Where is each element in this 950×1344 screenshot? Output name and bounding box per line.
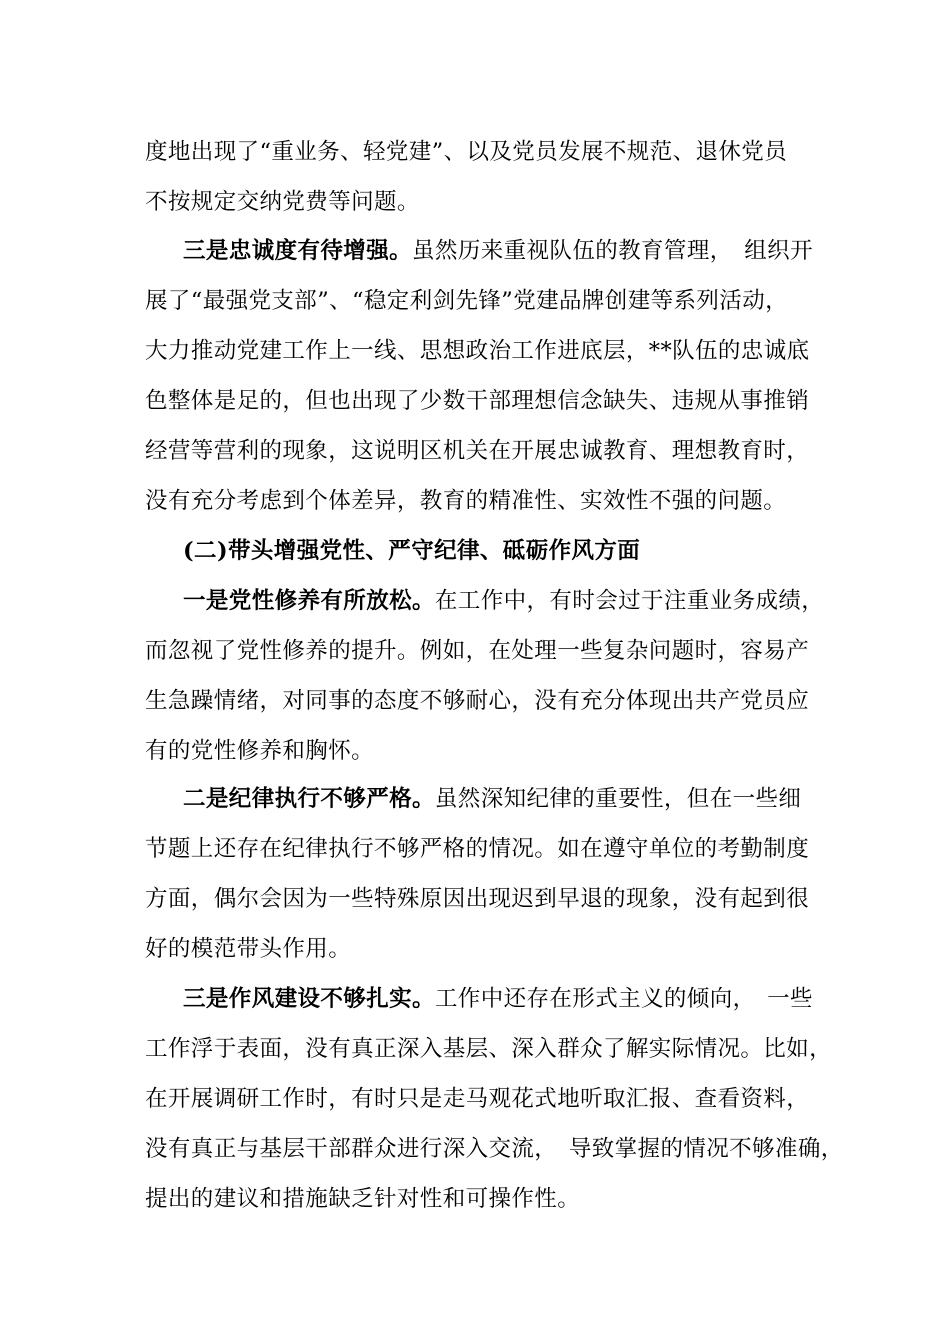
paragraph-3-line-2: 而忽视了党性修养的提升。例如，在处理一些复杂问题时，容易产 [145, 638, 810, 664]
section-heading: (二)带头增强党性、严守纪律、砥砺作风方面 [183, 538, 641, 564]
paragraph-4-line-3: 方面，偶尔会因为一些特殊原因出现迟到早退的现象，没有起到很 [145, 886, 810, 912]
paragraph-4-lead: 二是纪律执行不够严格。 [183, 786, 435, 812]
paragraph-3-lead: 一是党性修养有所放松。 [183, 588, 435, 614]
paragraph-5-lead: 三是作风建设不够扎实。 [183, 986, 435, 1012]
paragraph-2-line-1 [183, 236, 813, 266]
paragraph-5-line-5: 提出的建议和措施缺乏针对性和可操作性。 [145, 1186, 581, 1212]
paragraph-3-line-3: 生急躁情绪，对同事的态度不够耐心，没有充分体现出共产党员应 [145, 688, 810, 714]
paragraph-5-line-2: 工作浮于表面，没有真正深入基层、深入群众了解实际情况。比如， [145, 1036, 833, 1062]
paragraph-1-line-2: 不按规定交纳党费等问题。 [145, 189, 420, 215]
paragraph-4-line-4: 好的模范带头作用。 [145, 936, 352, 962]
paragraph-5-line-3: 在开展调研工作时，有时只是走马观花式地听取汇报、查看资料， [145, 1086, 810, 1112]
paragraph-2-line-5: 经营等营利的现象，这说明区机关在开展忠诚教育、理想教育时， [145, 438, 810, 464]
paragraph-4-line-1-text: 虽然深知纪律的重要性，但在一些细 [434, 786, 802, 812]
paragraph-2-line-2: 展了“最强党支部”、“稳定利剑先锋”党建品牌创建等系列活动， [145, 288, 789, 314]
paragraph-2-line-1-text: 虽然历来重视队伍的教育管理， 组织开 [412, 238, 813, 264]
paragraph-3-line-4: 有的党性修养和胸怀。 [145, 738, 375, 764]
paragraph-3-line-1-text: 在工作中，有时会过于注重业务成绩， [434, 588, 825, 614]
paragraph-5-line-4: 没有真正与基层干部群众进行深入交流， 导致掌握的情况不够准确， [145, 1136, 844, 1162]
paragraph-2-lead: 三是忠诚度有待增强。 [183, 238, 413, 264]
paragraph-4-line-2: 节题上还存在纪律执行不够严格的情况。如在遵守单位的考勤制度 [145, 836, 810, 862]
paragraph-2-line-3: 大力推动党建工作上一线、思想政治工作进底层，**队伍的忠诚底 [145, 338, 810, 364]
paragraph-5-line-1 [183, 984, 813, 1014]
paragraph-3-line-1 [183, 586, 824, 616]
paragraph-5-line-1-text: 工作中还存在形式主义的倾向， 一些 [434, 986, 813, 1012]
paragraph-2-line-4: 色整体是足的，但也出现了少数干部理想信念缺失、违规从事推销 [145, 388, 810, 414]
paragraph-2-line-6: 没有充分考虑到个体差异，教育的精准性、实效性不强的问题。 [145, 488, 787, 514]
paragraph-1-line-1: 度地出现了“重业务、轻党建”、以及党员发展不规范、退休党员 [145, 139, 788, 165]
paragraph-4-line-1 [183, 784, 801, 814]
